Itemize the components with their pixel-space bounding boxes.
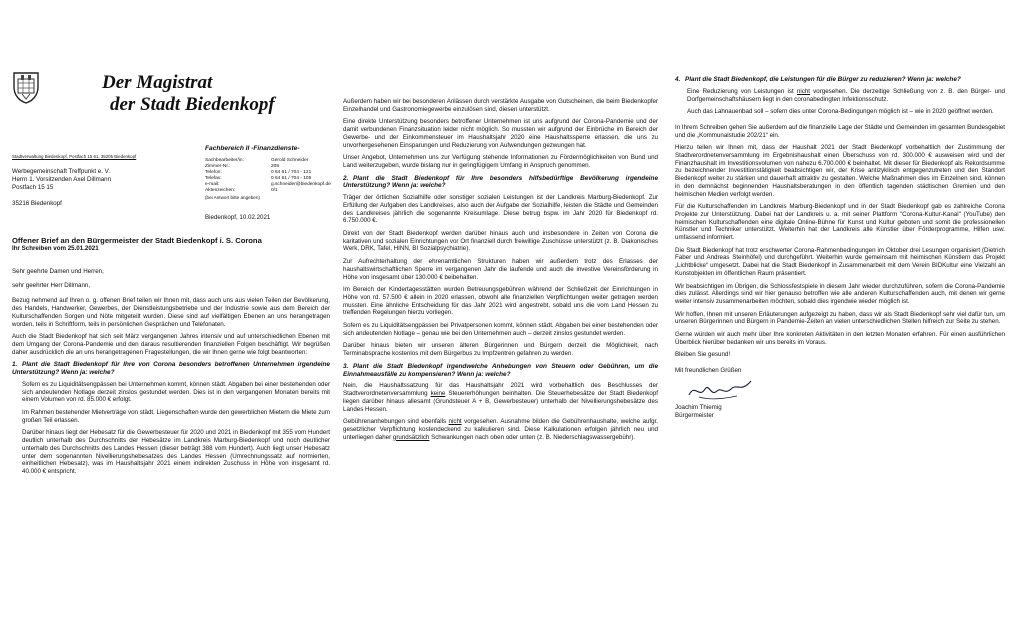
text-run: Gebührenanhebungen sind ebenfalls [343, 418, 449, 426]
coat-of-arms-icon [12, 70, 40, 104]
text-run: Steuererhöhungen beinhalten. Die Steuerhebesätze der Stadt Biedenkopf liegen darüber hinaus allesamt (Grundsteuer A + B, Gewerbesteuer) unterhalb der Nivellierungshebesätze des Landes Hessen. [343, 390, 658, 413]
question-number: 2. [343, 174, 349, 182]
question-text: Plant die Stadt Biedenkopf irgendwelche Anhebungen von Steuern oder Gebühren, um die Einnahmeausfälle zu kompensieren? Wenn ja: welche? [343, 362, 658, 378]
paragraph: Sofern es zu Liquiditätsengpässen bei Privatpersonen kommt, können städt. Abgaben bei einer bestehenden oder sich andeutenden Notlage – genau wie bei den Unternehmen auch – derzeit zinslos gestundet werden. [343, 322, 658, 337]
text-run: Nein, die Haushaltssatzung für das Haushaltsjahr 2021 wird vorbehaltlich des Beschlusses der Stadtverordnetenversammlung [343, 382, 658, 398]
letter-column-3 [675, 76, 1005, 419]
paragraph: Hierzu teilen wir Ihnen mit, dass der Haushalt 2021 der Stadt Biedenkopf vorbehaltlich der Zustimmung der Stadtverordnetenversammlung im Ergebnishaushalt einen Überschuss von rd. 300.000 € ausweisen wird und der Finanzhaushalt im Investitionsvolumen von nahezu 6.700.000 € beinhaltet. Mit dieser für Biedenkopf als Rekordsumme zu bezeichnender Investitionstätigkeit beabsichtigen wir, der Krise antizyklisch entgegenzutreten und den Standort Biedenkopf weiter zu stärken und dauerhaft attraktiv zu gestalten. Welche Maßnahmen dies im Einzelnen sind, können in den demnächst beginnenden Haushaltsberatungen in den öffentlich tagenden städtischen Gremien und den heimischen Medien verfolgt werden. [675, 144, 1005, 198]
paragraph: Darüber hinaus bieten wir unseren älteren Bürgerinnen und Bürgern derzeit die Möglichkeit, nach Terminabsprache kostenlos mit dem Bürgerbus zu Impfzentren gefahren zu werden. [343, 342, 658, 358]
meta-key: Telefon: [205, 170, 222, 176]
paragraph: Im Bereich der Kindertagesstätten wurden Betreuungsgebühren während der Schließzeit der Einrichtungen in Höhe von rd. 57.500 € allein in 2020 erlassen, obwohl alle finanziellen Verpflichtungen weiter getragen werden mussten. Eine ähnliche Entscheidung für das Jahr 2021 wird angestrebt, sobald uns die vom Land Hessen zu treffenden Regelungen hierzu vorliegen. [343, 286, 658, 317]
meta-value: 0 64 61 / 704 - 105 [271, 176, 312, 182]
paragraph: Gerne würden wir auch mehr über Ihre konkreten Aktivitäten in den letzten Monaten erfahren. Für einen ausführlichen Überblick hierüber bedanken wir uns bereits im Voraus. [675, 331, 1005, 346]
recipient-line: 35216 Biedenkopf [12, 200, 62, 207]
sender-return-line: Stadtverwaltung Biedenkopf, Postfach 15 61, 35205 Biedenkopf [12, 154, 137, 159]
paragraph: Zur Aufrechterhaltung der ehrenamtlichen Strukturen haben wir außerdem trotz des Erlasses der haushaltswirtschaftlichen Sperre im vergangenen Jahr die laufende und auch die investive Vereinsförderung in Höhe von insgesamt über 130.000 € beibehalten. [343, 258, 658, 281]
question-heading [343, 363, 658, 379]
paragraph: Außerdem haben wir bei besonderen Anlässen durch verstärkte Ausgabe von Gutscheinen, die beim Biedenkopfer Einzelhandel und Gastronomiegewerbe einzulösen sind, diesen unterstützt. [343, 98, 658, 113]
question-text: Plant die Stadt Biedenkopf, die Leistungen für die Bürger zu reduzieren? Wenn ja: welche? [685, 76, 961, 83]
text-run: Eine Reduzierung von Leistungen ist [687, 87, 797, 95]
question-text: Plant die Stadt Biedenkopf für Ihre von Corona besonders betroffenen Unternehmen irgendeine Unterstützung? Wenn ja: welche? [12, 361, 330, 377]
paragraph: Direkt von der Stadt Biedenkopf werden darüber hinaus auch und insbesondere in Zeiten von Corona die karitativen und sozialen Einrichtungen vor Ort finanziell durch freiwillige Zuschüsse unterstützt (z. B. Diakonisches Werk, DRK, Tafel, HINN, BI Sozialpsychiatrie). [343, 230, 658, 253]
salutation: sehr geehrter Herr Dillmann, [12, 281, 91, 289]
question-number: 4. [675, 76, 681, 83]
paragraph: Wir hoffen, Ihnen mit unseren Erläuterungen aufgezeigt zu haben, dass wir als Stadt Biedenkopf sehr viel dafür tun, um unseren Bürgerinnen und Bürgern in Pandemie-Zeiten an vielen unterschiedlichen Stellen hilfreich zur Seite zu stehen. [675, 310, 1005, 326]
meta-key: Telefax: [205, 176, 222, 182]
paragraph: Bezug nehmend auf Ihren o. g. offenen Brief teilen wir Ihnen mit, dass auch uns aus vielen Teilen der Bevölkerung, des Handels, Handwerker, Gewerbes, der Dienstleistungsbetriebe und der Industrie sowie aus dem Bereich der Kulturschaffenden Sorgen und Nöte mitgeteilt wurden. Diese sind auf vielfältigen Ebenen an uns herangetragen worden, teils in Schriftform, teils in persönlichen Gesprächen und Telefonaten. [12, 297, 330, 328]
place-date: Biedenkopf, 10.02.2021 [205, 214, 271, 221]
recipient-address [12, 168, 111, 208]
question-number: 1. [12, 361, 18, 369]
paragraph: Für die Kulturschaffenden im Landkreis Marburg-Biedenkopf und in der Stadt Biedenkopf gab es zahlreiche Corona Projekte zur Unterstützung. Dabei hat der Landkreis u. a. mit seiner Plattform "Corona-Kultur-Kanal" (YouTube) den heimischen Kulturschaffenden eine digitale Online-Bühne für Kunst und Kultur geboten und somit die professionellen Künstler und Techniker unterstützt. Weiterhin hat der Landkreis alle Künstler über Förderprogramme, Hilfen usw. umfassend informiert. [675, 203, 1005, 242]
paragraph: Träger der örtlichen Sozialhilfe oder sonstiger sozialen Leistungen ist der Landkreis Marburg-Biedenkopf. Zur Erfüllung der Aufgaben des Landkreises, also auch der Aufgabe der Sozialhilfe, leisten die Städte und Gemeinden des Landkreises jährlich die sogenannte Kreisumlage. Diese betrug bspw. im Jahr 2020 für Biedenkopf rd. 6.750.000 €. [343, 194, 658, 225]
meta-value: 208 [271, 164, 280, 170]
underlined-word: grundsätzlich [392, 433, 430, 441]
recipient-line: Herrn 1. Vorsitzenden Axel Dillmann [12, 176, 112, 183]
letterhead-title-line1: Der Magistrat [102, 72, 213, 93]
underlined-word: nicht [796, 87, 810, 95]
paragraph [343, 418, 658, 441]
signatory-name: Joachim Thiemig [675, 403, 722, 411]
underlined-word: keine [430, 390, 446, 398]
question-heading [675, 76, 1005, 84]
meta-key: (bei Antwort bitte angeben) [205, 194, 260, 200]
recipient-line: Postfach 15 15 [12, 184, 54, 191]
letter-subject-reference: Ihr Schreiben vom 25.01.2021 [12, 245, 99, 252]
paragraph: Wir beabsichtigen im Übrigen, die Schlossfestspiele in diesem Jahr wieder durchzuführen, sofern die Corona-Pandemie dies zulässt. Allerdings sind wir hier genauso betroffen wie alle anderen Kulturschaffenden auch, mit denen wir gerne weiter intensiv zusammenarbeiten möchten, sobald dies irgendwie wieder möglich ist. [675, 282, 1005, 305]
text-run: vorgesehen. Ausnahme bilden die Gebührenhaushalte, welche aufgr. gesetzlicher Verpflichtung kostendeckend zu kalkulieren sind. Diese Kalkulationen erfolgen jährlich neu und unterliegen daher [343, 418, 658, 441]
meta-key: e-mail: [205, 182, 220, 188]
letter-subject: Offener Brief an den Bürgermeister der Stadt Biedenkopf i. S. Corona [12, 236, 262, 245]
paragraph: Sofern es zu Liquiditätsengpässen bei Unternehmen kommt, können städt. Abgaben bei einer bestehenden oder sich andeutenden Notlage derzeit zinslos gestundet werden. Dies ist in den vergangenen Monaten bereits mit einem Volumen von rd. 85.000 € erfolgt. [22, 380, 330, 404]
meta-key: Aktenzeichen: [205, 188, 236, 194]
department-name: Fachbereich II -Finanzdienste- [205, 145, 300, 152]
question-text: Plant die Stadt Biedenkopf für Ihre besonders hilfsbedürftige Bevölkerung irgendeine Unterstützung? Wenn ja: welche? [343, 174, 658, 190]
meta-value: g.schneider@biedenkopf.de [271, 182, 331, 188]
meta-value: 0 64 61 / 704 - 121 [271, 170, 312, 176]
letter-column-2 [343, 98, 658, 446]
paragraph: In Ihrem Schreiben gehen Sie außerdem auf die finanzielle Lage der Städte und Gemeinden im gesamten Bundesgebiet und die „Kommunalstudie 202/21“ ein. [675, 123, 1005, 139]
underlined-word: nicht [448, 418, 462, 426]
letter-column-1 [12, 268, 330, 481]
paragraph: Bleiben Sie gesund! [675, 351, 731, 359]
paragraph: Auch die Stadt Biedenkopf hat sich seit März vergangenen Jahres intensiv und auf unterschiedlichen Ebenen mit dem Umgang der Corona-Pandemie und den daraus resultierenden finanziellen Folgen beschäftigt. Wir begrüßen daher ausdrücklich die an uns herangetragenen Fragestellungen, die wir Ihnen gerne wie folgt beantworten: [12, 333, 330, 356]
paragraph: Unser Angebot, Unternehmen uns zur Verfügung stehende Informationen zu Fördermöglichkeiten von Bund und Land weiterzugeben, wurde bislang nur in geringfügigem Umfang in Anspruch genommen. [343, 154, 658, 169]
meta-key: Sachbearbeiter/in: [205, 158, 244, 163]
text-run: vorgesehen. Die derzeitige Schließung von z. B. den Bürger- und Dorfgemeinschaftshäusern liegt in den coronabedingten Infektionsschutz. [687, 87, 1005, 103]
closing: Mit freundlichen Grüßen [675, 367, 742, 375]
letterhead-title-line2: der Stadt Biedenkopf [110, 94, 275, 115]
question-heading [12, 361, 330, 377]
meta-value: 0/1 [271, 188, 278, 194]
handwritten-signature [685, 377, 755, 403]
meta-value: Gerold Schneider [271, 158, 309, 163]
signatory-role: Bürgermeister [675, 411, 714, 419]
paragraph: Im Rahmen bestehender Mietverträge von städt. Liegenschaften wurde den gewerblichen Mietern die Miete zum großen Teil erlassen. [22, 409, 330, 424]
paragraph: Die Stadt Biedenkopf hat trotz erschwerter Corona-Rahmenbedingungen im Oktober drei Lesungen organisiert (Dietrich Faber und Andreas Steinhöfel) und durchgeführt. Weiterhin wurde gemeinsam mit heimischen Künstlern das Projekt „Lichtblicke“ umgesetzt. Dabei hat die Stadt Biedenkopf in Zusammenarbeit mit dem Verein BIDKultur eine Vielzahl an Kunstobjekten im öffentlichen Raum präsentiert. [675, 246, 1005, 277]
recipient-line: Werbegemeinschaft Treffpunkt e. V. [12, 168, 110, 175]
paragraph [343, 382, 658, 413]
paragraph [675, 88, 1005, 103]
salutation: Sehr geehrte Damen und Herren, [12, 268, 104, 275]
text-run: Schwankungen nach oben oder unten (z. B. Niederschlagswassergebühr). [429, 433, 636, 441]
meta-key: Zimmer-Nr.: [205, 164, 231, 170]
letterhead-title [102, 72, 275, 116]
paragraph: Eine direkte Unterstützung besonders betroffener Unternehmen ist uns aufgrund der Corona-Pandemie und der damit verbundenen Finanzsituation leider nicht möglich. So mussten wir aufgrund der Einbrüche im Bereich der Gewerbe- und der Einkommensteuer im Haushaltsjahr 2020 eine Haushaltssperre erlassen, die uns zu unvorhergesehenen Einsparungen und Reduzierung von Aufwendungen gezwungen hat. [343, 118, 658, 149]
question-heading [343, 175, 658, 191]
contact-meta [205, 158, 331, 201]
meta-row [205, 195, 331, 201]
paragraph: Darüber hinaus liegt der Hebesatz für die Gewerbesteuer für 2020 und 2021 in Biedenkopf mit 355 vom Hundert deutlich unterhalb des Durchschnitts der Hebesätze im Landkreis Marburg-Biedenkopf und noch deutlicher unterhalb des Durchschnitts des Landes Hessen (dieser beträgt 388 vom Hundert). Auch liegt unser Hebesatz unter dem sogenannten Nivellierungshebesatzes des Landes Hessen (Umrechnungssatz auf normierten, einheitlichen Hebesatz), was im Haushaltsjahr 2021 einem indirekten Zuschuss in Höhe von insgesamt rd. 40.000 € entspricht. [22, 429, 330, 475]
paragraph: Auch das Lahnauenbad soll – sofern dies unter Corona-Bedingungen möglich ist – wie in 2020 geöffnet werden. [687, 108, 994, 116]
recipient-line [12, 192, 111, 200]
question-number: 3. [343, 362, 349, 370]
